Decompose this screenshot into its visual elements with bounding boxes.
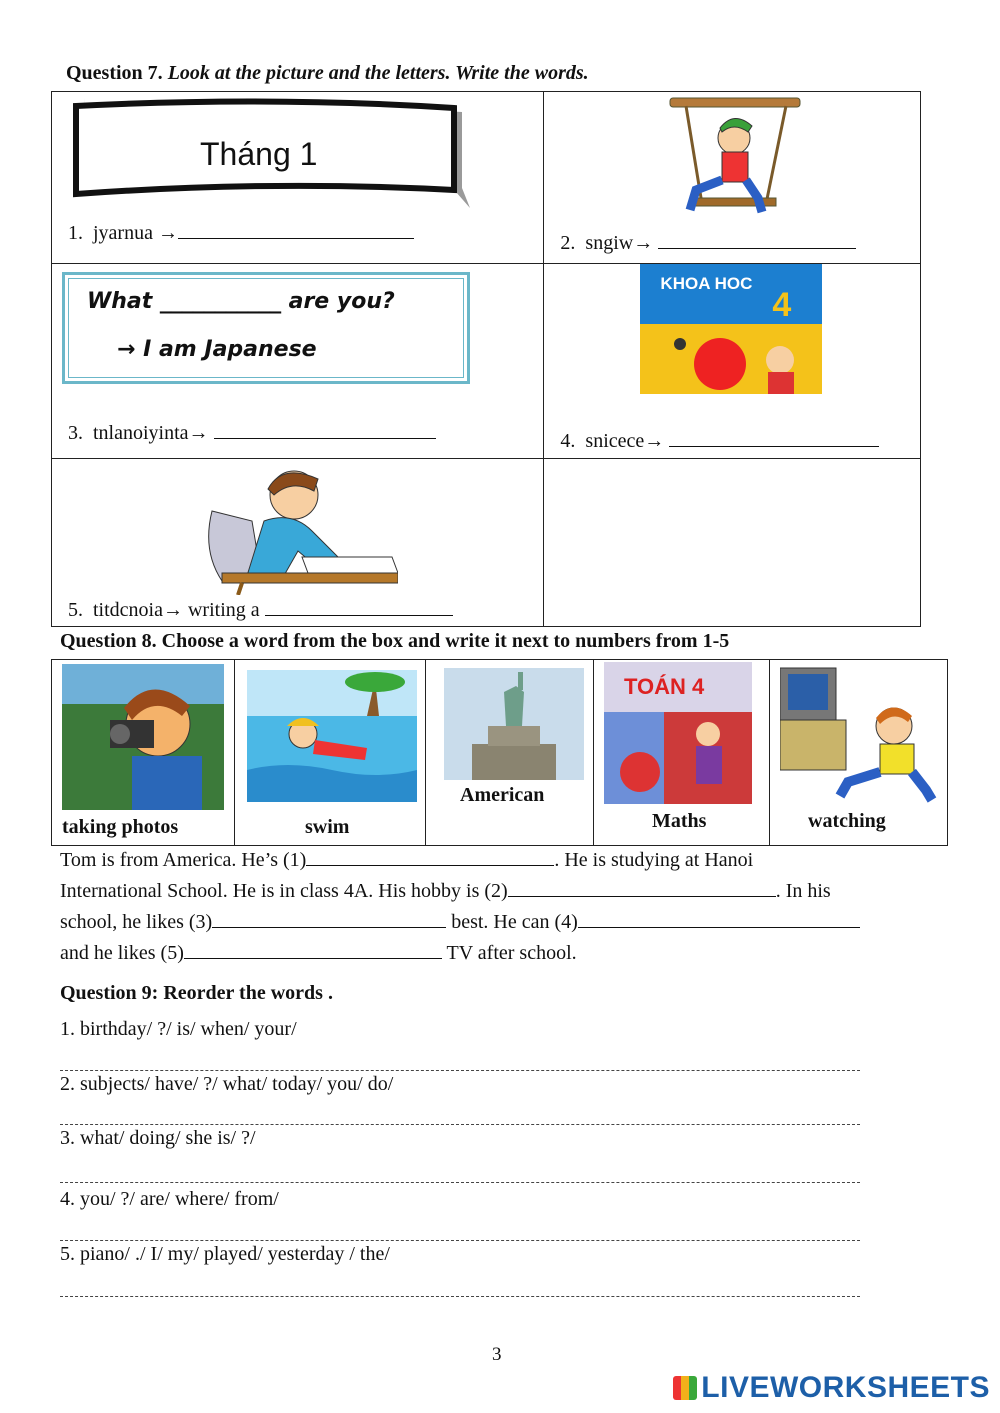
speech-line-1: What ___________ are you? — [87, 289, 395, 314]
word-cell-maths — [594, 660, 770, 846]
answer-blank-2[interactable] — [658, 230, 856, 249]
brand-text: LIVEWORKSHEETS — [701, 1371, 990, 1404]
paragraph-line-1 — [60, 845, 940, 876]
q8-word-box — [51, 659, 948, 846]
q9-answer-line-1[interactable] — [60, 1070, 860, 1071]
word-american: American — [460, 784, 545, 806]
calendar-label: Tháng 1 — [200, 136, 318, 172]
q9-item-2: 2. subjects/ have/ ?/ what/ today/ you/ do/ — [60, 1073, 394, 1095]
item-num: 1. — [68, 222, 83, 244]
q9-answer-line-4[interactable] — [60, 1240, 860, 1241]
word-maths: Maths — [652, 810, 707, 832]
word-cell-swim — [235, 660, 426, 846]
speech-box — [62, 272, 470, 384]
word-cell-photos — [52, 660, 235, 846]
item-num: 4. — [560, 430, 576, 452]
q7-number: Question 7. — [66, 62, 163, 84]
liveworksheets-icon — [673, 1376, 697, 1400]
gap-5[interactable] — [184, 940, 442, 959]
page-number: 3 — [492, 1344, 502, 1365]
word-taking-photos: taking photos — [62, 816, 179, 838]
q7-cell-2 — [544, 92, 921, 264]
arrow-icon: → — [157, 222, 178, 244]
q7-title — [66, 62, 589, 85]
q9-title: Question 9: Reorder the words . — [60, 982, 333, 1004]
word-watching: watching — [808, 810, 886, 832]
speech-line-2 — [117, 337, 317, 362]
gap-2[interactable] — [508, 878, 776, 897]
q8-title: Question 8. Choose a word from the box and write it next to numbers from 1-5 — [60, 630, 730, 652]
science-book-title: KHOA HOC — [660, 274, 753, 293]
para-text: . He is studying at Hanoi — [554, 849, 754, 871]
q7-cell-5 — [52, 459, 544, 627]
arrow-icon: → — [117, 337, 136, 362]
swimming-image — [247, 670, 417, 802]
item-5-tail: writing a — [187, 599, 260, 621]
arrow-icon: → — [633, 232, 654, 254]
scrambled-word: jyarnua — [93, 222, 153, 244]
paragraph-line-3 — [60, 907, 940, 938]
q7-item-5 — [68, 597, 453, 622]
scrambled-word: tnlanoiyinta — [93, 422, 189, 444]
paragraph-line-2 — [60, 876, 940, 907]
gap-4[interactable] — [578, 909, 860, 928]
boy-writing-image — [202, 461, 398, 595]
scrambled-word: sngiw — [585, 232, 634, 254]
q9-item-1: 1. birthday/ ?/ is/ when/ your/ — [60, 1018, 297, 1040]
statue-of-liberty-image — [444, 668, 584, 780]
word-swim: swim — [305, 816, 350, 838]
q7-cell-3 — [52, 264, 544, 459]
arrow-icon: → — [188, 422, 209, 444]
para-text: TV after school. — [441, 942, 577, 964]
para-text: Tom is from America. He’s (1) — [60, 849, 307, 871]
liveworksheets-logo[interactable] — [673, 1371, 990, 1405]
answer-blank-5[interactable] — [265, 597, 453, 616]
para-text: International School. He is in class 4A. His hobby is (2) — [60, 880, 508, 902]
gap-3[interactable] — [212, 909, 446, 928]
word-cell-american — [426, 660, 594, 846]
q7-cell-1 — [52, 92, 544, 264]
item-num: 3. — [68, 422, 83, 444]
science-book-number: 4 — [772, 286, 792, 324]
q7-cell-empty — [544, 459, 921, 627]
para-text: . In his — [775, 880, 831, 902]
paragraph-line-4 — [60, 938, 940, 969]
q9-item-5: 5. piano/ ./ I/ my/ played/ yesterday / the/ — [60, 1243, 390, 1265]
item-num: 5. — [68, 599, 83, 621]
arrow-icon: → — [162, 599, 183, 621]
q7-grid — [51, 91, 921, 627]
answer-blank-1[interactable] — [178, 220, 414, 239]
maths-book-title: TOÁN 4 — [624, 674, 705, 699]
q8-paragraph — [60, 845, 940, 969]
q7-instruction: Look at the picture and the letters. Write the words. — [167, 62, 589, 84]
scrambled-word: titdcnoia — [93, 599, 163, 621]
speech-answer: I am Japanese — [143, 337, 317, 362]
q7-item-2 — [560, 230, 856, 255]
taking-photos-image — [62, 664, 224, 810]
scrambled-word: snicece — [585, 430, 645, 452]
q7-item-3 — [68, 420, 436, 445]
q9-answer-line-3[interactable] — [60, 1182, 860, 1183]
item-num: 2. — [560, 232, 576, 254]
q9-answer-line-5[interactable] — [60, 1296, 860, 1297]
q9-item-4: 4. you/ ?/ are/ where/ from/ — [60, 1188, 279, 1210]
q9-answer-line-2[interactable] — [60, 1124, 860, 1125]
arrow-icon: → — [644, 430, 665, 452]
q9-item-3: 3. what/ doing/ she is/ ?/ — [60, 1127, 256, 1149]
answer-blank-3[interactable] — [214, 420, 436, 439]
word-cell-watching — [770, 660, 948, 846]
q7-item-1 — [68, 220, 414, 245]
para-text: best. He can (4) — [446, 911, 578, 933]
q7-cell-4 — [544, 264, 921, 459]
para-text: school, he likes (3) — [60, 911, 213, 933]
q7-item-4 — [560, 428, 879, 453]
answer-blank-4[interactable] — [669, 428, 879, 447]
watching-tv-image — [780, 662, 940, 806]
swing-image — [662, 94, 812, 222]
gap-1[interactable] — [306, 847, 554, 866]
para-text: and he likes (5) — [60, 942, 184, 964]
